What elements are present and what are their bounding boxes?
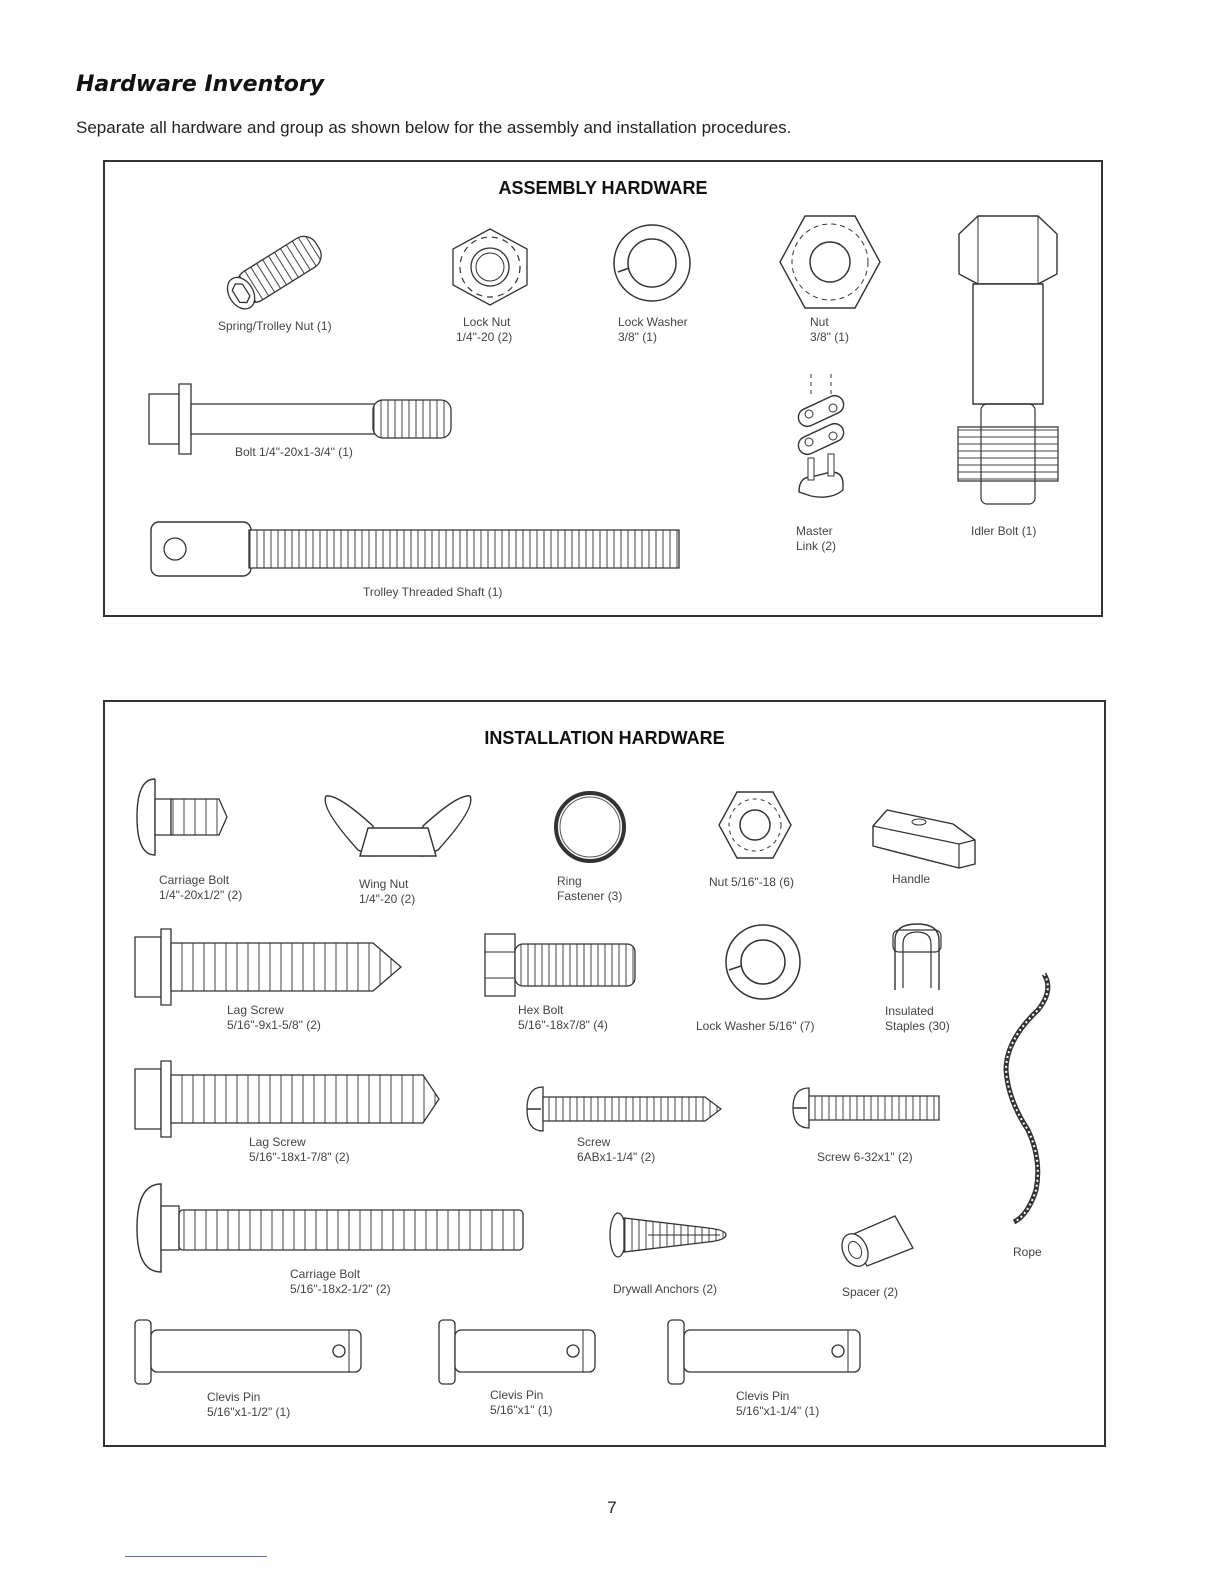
lock-washer-icon <box>609 220 695 306</box>
drywall-anchors-label: Drywall Anchors (2) <box>613 1282 718 1296</box>
wing-nut-label: Wing Nut <box>359 877 409 891</box>
installation-hardware-panel <box>103 700 1106 1447</box>
hex-bolt-size: 5/16"-18x7/8" (4) <box>518 1018 608 1032</box>
nut-size: 3/8" (1) <box>810 330 849 344</box>
insulated-staples-size: Staples (30) <box>885 1019 950 1033</box>
lock-nut-icon <box>445 227 535 307</box>
ring-fastener-icon <box>550 787 630 867</box>
hex-bolt-icon <box>483 932 645 998</box>
handle-icon <box>867 802 987 872</box>
lock-washer-5-16-label: Lock Washer 5/16" (7) <box>696 1019 815 1033</box>
carriage-bolt-small-icon <box>135 777 235 857</box>
lag-screw-long-label: Lag Screw <box>249 1135 306 1149</box>
lock-nut-size: 1/4"-20 (2) <box>456 330 513 344</box>
spacer-label: Spacer (2) <box>842 1285 899 1299</box>
page-number: 7 <box>607 1498 617 1517</box>
master-link-icon <box>791 372 851 512</box>
nut-5-16-label: Nut 5/16"-18 (6) <box>709 875 794 889</box>
carriage-bolt-small-label: Carriage Bolt <box>159 873 230 887</box>
screw-6ab-icon <box>525 1085 725 1133</box>
trolley-threaded-shaft-icon <box>149 518 689 580</box>
screw-6ab-size: 6ABx1-1/4" (2) <box>577 1150 656 1164</box>
wing-nut-icon <box>318 784 478 864</box>
lag-screw-long-size: 5/16"-18x1-7/8" (2) <box>249 1150 350 1164</box>
clevis-pin-b-label: Clevis Pin <box>490 1388 544 1402</box>
clevis-pin-b-size: 5/16"x1" (1) <box>490 1403 553 1417</box>
lock-washer-5-16-icon <box>721 920 805 1004</box>
clevis-pin-c-size: 5/16"x1-1/4" (1) <box>736 1404 820 1418</box>
screw-6ab-label: Screw <box>577 1135 611 1149</box>
clevis-pin-a-size: 5/16"x1-1/2" (1) <box>207 1405 291 1419</box>
clevis-pin-a-label: Clevis Pin <box>207 1390 261 1404</box>
footer-rule <box>125 1556 267 1557</box>
clevis-pin-b-icon <box>437 1318 601 1386</box>
spring-trolley-nut-icon <box>205 217 345 327</box>
handle-label: Handle <box>892 872 931 886</box>
page-title: Hardware Inventory <box>76 72 325 97</box>
hex-bolt-label: Hex Bolt <box>518 1003 564 1017</box>
insulated-staples-label: Insulated <box>885 1004 934 1018</box>
carriage-bolt-long-label: Carriage Bolt <box>290 1267 361 1281</box>
lock-washer-size: 3/8" (1) <box>618 330 657 344</box>
screw-6-32-label: Screw 6-32x1" (2) <box>817 1150 913 1164</box>
clevis-pin-a-icon <box>133 1318 369 1386</box>
lock-nut-label: Lock Nut <box>463 315 511 329</box>
drywall-anchors-icon <box>608 1210 732 1260</box>
installation-heading: INSTALLATION HARDWARE <box>484 728 725 748</box>
rope-label: Rope <box>1013 1245 1042 1259</box>
clevis-pin-c-icon <box>666 1318 866 1386</box>
intro-text: Separate all hardware and group as shown below for the assembly and installation procedures. <box>76 118 792 137</box>
lag-screw-short-size: 5/16"-9x1-5/8" (2) <box>227 1018 321 1032</box>
bolt-label: Bolt 1/4"-20x1-3/4" (1) <box>235 445 353 459</box>
lag-screw-short-icon <box>133 927 408 1007</box>
spring-trolley-nut-label: Spring/Trolley Nut (1) <box>218 319 332 333</box>
lock-washer-label: Lock Washer <box>618 315 688 329</box>
idler-bolt-icon <box>953 214 1063 514</box>
idler-bolt-label: Idler Bolt (1) <box>971 524 1037 538</box>
wing-nut-size: 1/4"-20 (2) <box>359 892 416 906</box>
rope-icon <box>998 970 1060 1228</box>
screw-6-32-icon <box>791 1086 943 1130</box>
nut-label: Nut <box>810 315 829 329</box>
spacer-icon <box>833 1212 917 1268</box>
assembly-heading: ASSEMBLY HARDWARE <box>498 178 708 198</box>
ring-fastener-size: Fastener (3) <box>557 889 623 903</box>
assembly-hardware-panel <box>103 160 1103 617</box>
nut-icon <box>775 214 885 310</box>
ring-fastener-label: Ring <box>557 874 582 888</box>
lag-screw-long-icon <box>133 1059 443 1139</box>
clevis-pin-c-label: Clevis Pin <box>736 1389 790 1403</box>
carriage-bolt-small-size: 1/4"-20x1/2" (2) <box>159 888 243 902</box>
nut-5-16-icon <box>717 790 793 860</box>
insulated-staples-icon <box>887 920 947 992</box>
trolley-shaft-label: Trolley Threaded Shaft (1) <box>363 585 503 599</box>
carriage-bolt-long-icon <box>135 1182 527 1274</box>
carriage-bolt-long-size: 5/16"-18x2-1/2" (2) <box>290 1282 391 1296</box>
master-link-size: Link (2) <box>796 539 837 553</box>
master-link-label: Master <box>796 524 833 538</box>
lag-screw-short-label: Lag Screw <box>227 1003 284 1017</box>
